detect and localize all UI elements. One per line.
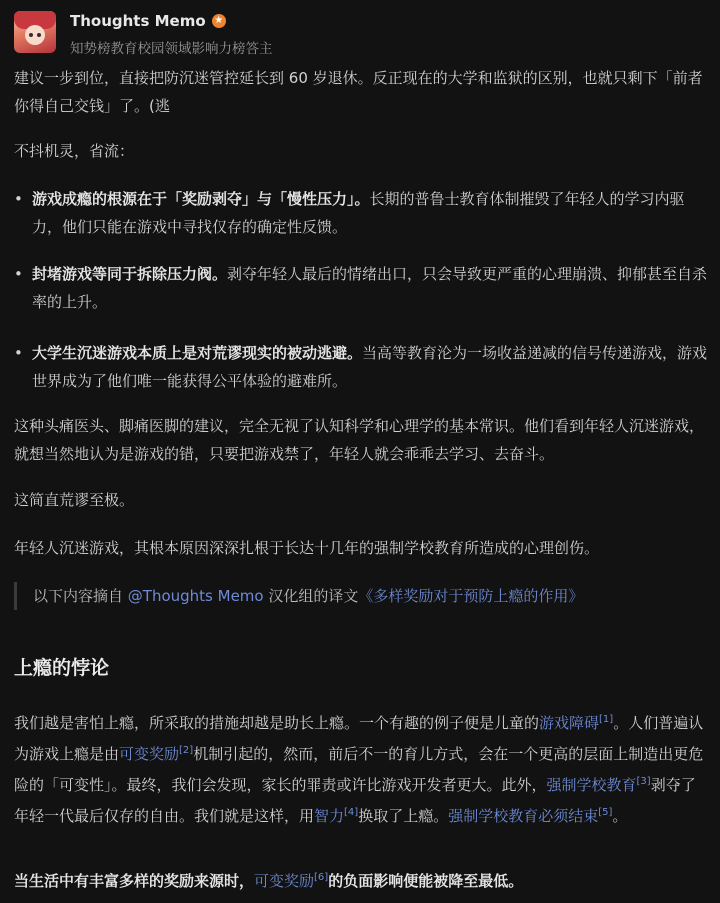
link-compulsory-schooling[interactable]: 强制学校教育 [546,776,637,794]
footnote-ref[interactable]: [3] [636,776,651,787]
avatar[interactable] [14,11,56,53]
paragraph: 这种头痛医头、脚痛医脚的建议，完全无视了认知科学和心理学的基本常识。他们看到年轻人沉迷游戏，就想当然地认为是游戏的错，只要把游戏禁了，年轻人就会乖乖去学习、去奋斗。 [14,417,705,463]
list-text: 长期的普鲁士教育体制摧毁了年轻人的学习内驱力，他们只能在游戏中寻找仅存的确定性反馈。 [32,190,685,236]
footnote-ref[interactable]: [6] [314,872,329,883]
link-end-compulsory-schooling[interactable]: 强制学校教育必须结束 [448,807,599,825]
link-variable-reward[interactable]: 可变奖励 [119,745,180,763]
blockquote [14,582,720,610]
bold-text: 大学生沉迷游戏本质上是对荒谬现实的被动逃避。 [32,344,363,362]
author-name-row [70,11,273,31]
text: 机制引起的，然而，前后不一的育儿方式，会在一个更高的层面上制造出更危险的「可变性」。最终，我们会发现，家长的罪责或许比游戏开发者更大。此外， [14,745,704,794]
link-intelligence[interactable]: 智力 [314,807,345,825]
list-text: 剥夺年轻人最后的情绪出口，只会导致更严重的心理崩溃、抑郁甚至自杀率的上升。 [32,265,708,311]
bold-text: 当生活中有丰富多样的奖励来源时， [14,872,255,890]
quote-prefix: 以下内容摘自 [33,587,128,605]
list-item [14,260,710,316]
bullet-icon: • [14,190,23,208]
author-meta [70,11,273,55]
footnote-ref[interactable]: [2] [179,745,194,756]
link-gaming-disorder[interactable]: 游戏障碍 [539,714,600,732]
author-name[interactable]: Thoughts Memo [70,12,206,30]
footnote-ref[interactable]: [1] [599,714,614,725]
author-subtitle: 知势榜教育校园领域影响力榜答主 [70,41,273,57]
paragraph [14,864,710,895]
paragraph: 这简直荒谬至极。 [14,491,135,509]
bold-text: 游戏成瘾的根源在于「奖励剥夺」与「慢性压力」。 [32,190,370,208]
list-item [14,185,710,241]
paragraph [14,706,710,830]
paragraph: 建议一步到位，直接把防沉迷管控延长到 60 岁退休。反正现在的大学和监狱的区别，也就只剩下「前者你得自己交钱」了。(逃 [14,69,703,115]
bullet-icon: • [14,344,23,362]
text: 换取了上瘾。 [358,807,449,825]
text: 剥夺了年轻一代最后仅存的自由。我们就是这样，用 [14,776,696,825]
star-badge-icon: ★ [212,14,226,28]
section-heading: 上瘾的悖论 [14,657,110,679]
quote-middle: 汉化组的译文 [263,587,359,605]
paragraph: 不抖机灵，省流： [14,142,135,160]
list-item [14,339,710,395]
text: 。 [612,807,628,825]
bullet-icon: • [14,265,23,283]
text: 。人们普遍认为游戏上瘾是由 [14,714,704,763]
author-header [14,11,273,55]
mention-link[interactable]: @Thoughts Memo [127,587,264,605]
link-variable-reward[interactable]: 可变奖励 [254,872,315,890]
article-link[interactable]: 《多样奖励对于预防上瘾的作用》 [358,587,584,605]
text: 我们越是害怕上瘾，所采取的措施却越是助长上瘾。一个有趣的例子便是儿童的 [14,714,540,732]
bold-text: 封堵游戏等同于拆除压力阀。 [32,265,228,283]
list-text: 当高等教育沦为一场收益递减的信号传递游戏，游戏世界成为了他们唯一能获得公平体验的避难所。 [32,344,708,390]
bold-text: 的负面影响便能被降至最低。 [328,872,524,890]
paragraph: 年轻人沉迷游戏，其根本原因深深扎根于长达十几年的强制学校教育所造成的心理创伤。 [14,539,600,557]
footnote-ref[interactable]: [4] [344,807,359,818]
footnote-ref[interactable]: [5] [598,807,613,818]
